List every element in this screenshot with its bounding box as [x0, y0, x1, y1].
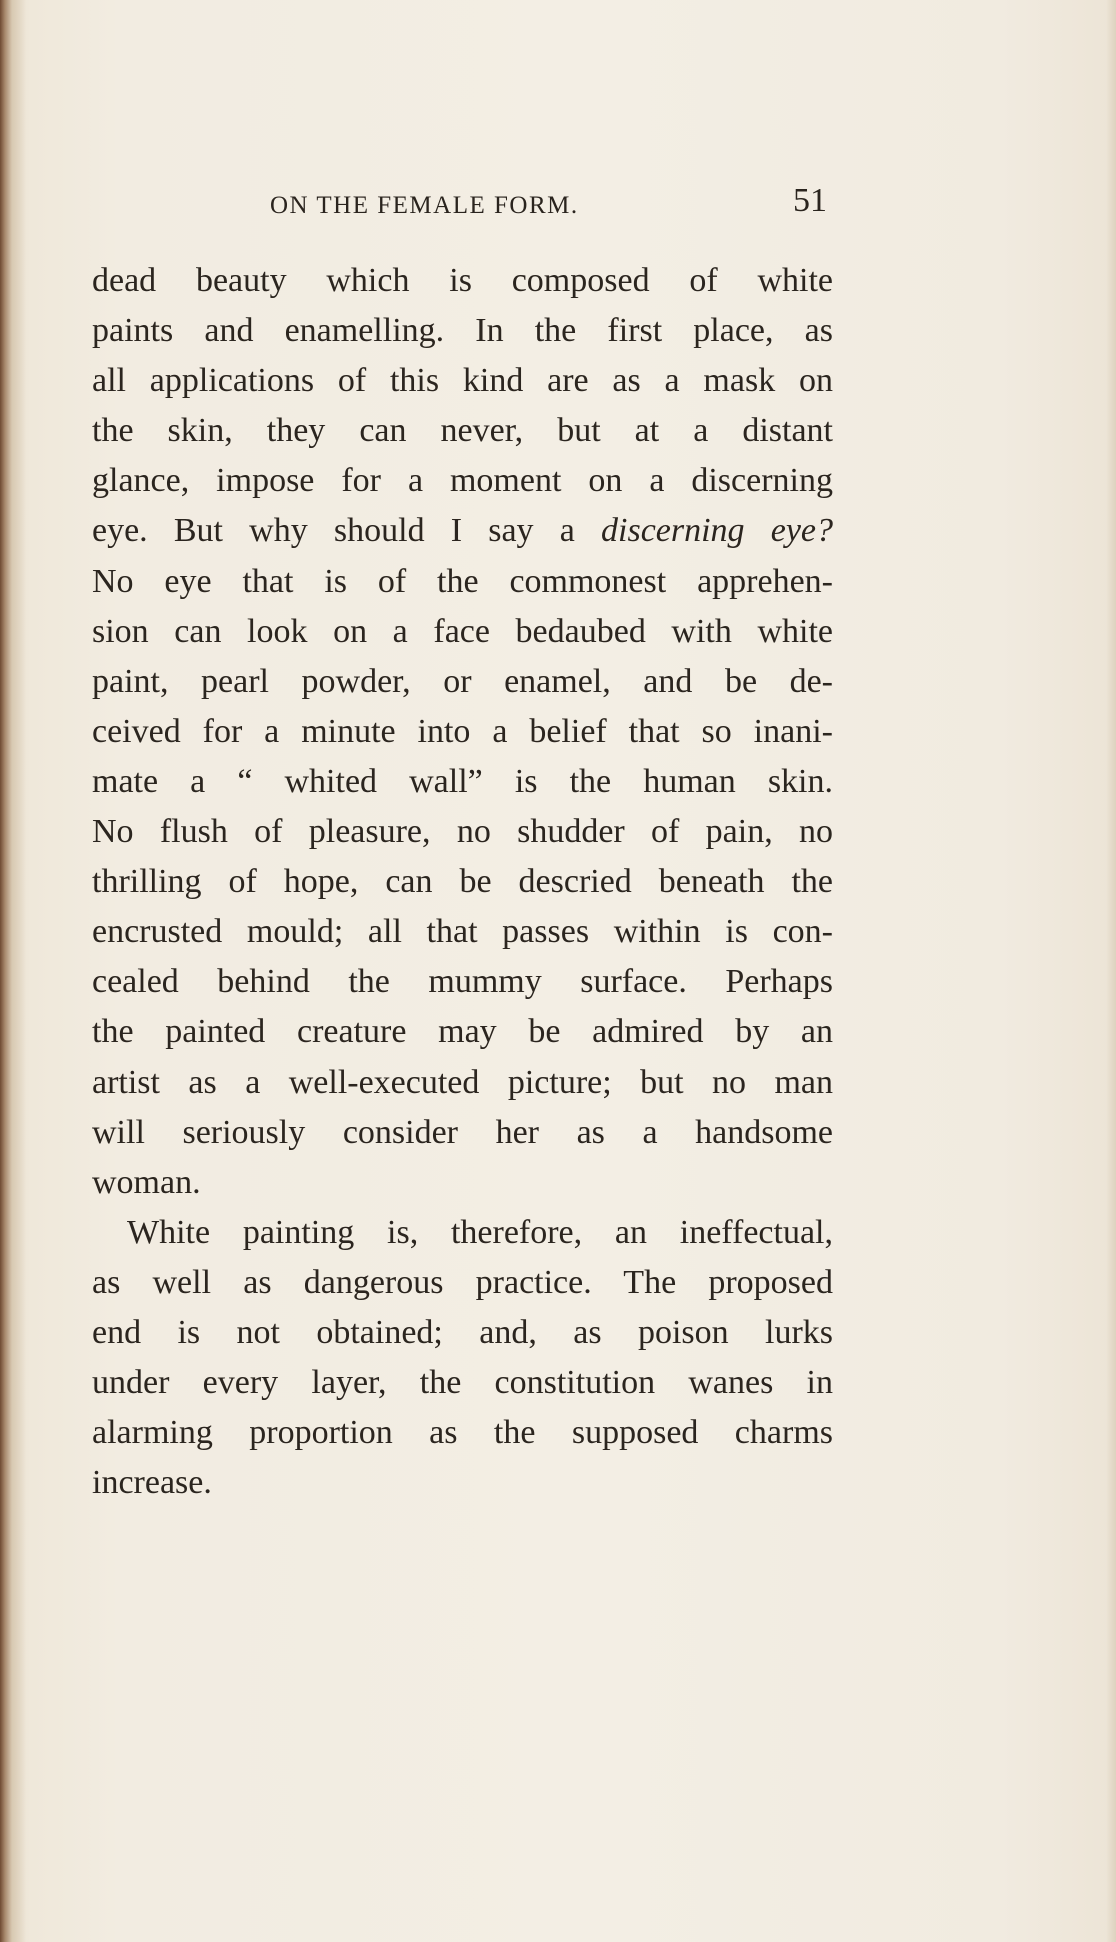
paragraph-1: [92, 256, 833, 1208]
text-line: increase.: [92, 1464, 212, 1502]
text-line: sion can look on a face bedaubed with white: [92, 612, 833, 650]
text-line: alarming proportion as the supposed charms: [92, 1414, 833, 1452]
text-line: all applications of this kind are as a mask on: [92, 362, 833, 400]
binding-gutter: [0, 0, 26, 1942]
body-text: [92, 256, 833, 1508]
text-line: the painted creature may be admired by an: [92, 1013, 833, 1051]
text-line-with-italic: [92, 506, 833, 556]
paragraph-2: [92, 1208, 833, 1509]
text-line: No eye that is of the commonest apprehen-: [92, 562, 833, 600]
text-line: No flush of pleasure, no shudder of pain, no: [92, 813, 833, 851]
text-line: paint, pearl powder, or enamel, and be de-: [92, 662, 833, 700]
text-line: glance, impose for a moment on a discerning: [92, 462, 833, 500]
text-line: ceived for a minute into a belief that so inani-: [92, 712, 833, 750]
text-line: encrusted mould; all that passes within is con-: [92, 913, 833, 951]
text-segment: eye. But why should I say a: [92, 512, 575, 550]
text-line: cealed behind the mummy surface. Perhaps: [92, 963, 833, 1001]
text-line: mate a “ whited wall” is the human skin.: [92, 762, 833, 800]
text-line: artist as a well-executed picture; but no man: [92, 1063, 833, 1101]
text-line: end is not obtained; and, as poison lurks: [92, 1313, 833, 1351]
text-line: thrilling of hope, can be descried beneath the: [92, 863, 833, 901]
text-line: will seriously consider her as a handsome: [92, 1113, 833, 1151]
text-line: paints and enamelling. In the first place, as: [92, 312, 833, 350]
text-line: woman.: [92, 1163, 201, 1201]
text-line: White painting is, therefore, an ineffectual,: [127, 1213, 833, 1251]
text-line: dead beauty which is composed of white: [92, 262, 833, 299]
text-line: under every layer, the constitution wanes in: [92, 1364, 833, 1402]
page-number: 51: [793, 182, 827, 219]
running-head: ON THE FEMALE FORM.: [270, 192, 579, 219]
page-edge: [1106, 0, 1116, 1942]
italic-phrase: discerning eye?: [601, 512, 834, 550]
text-line: the skin, they can never, but at a distant: [92, 412, 833, 450]
text-line: as well as dangerous practice. The proposed: [92, 1263, 833, 1301]
